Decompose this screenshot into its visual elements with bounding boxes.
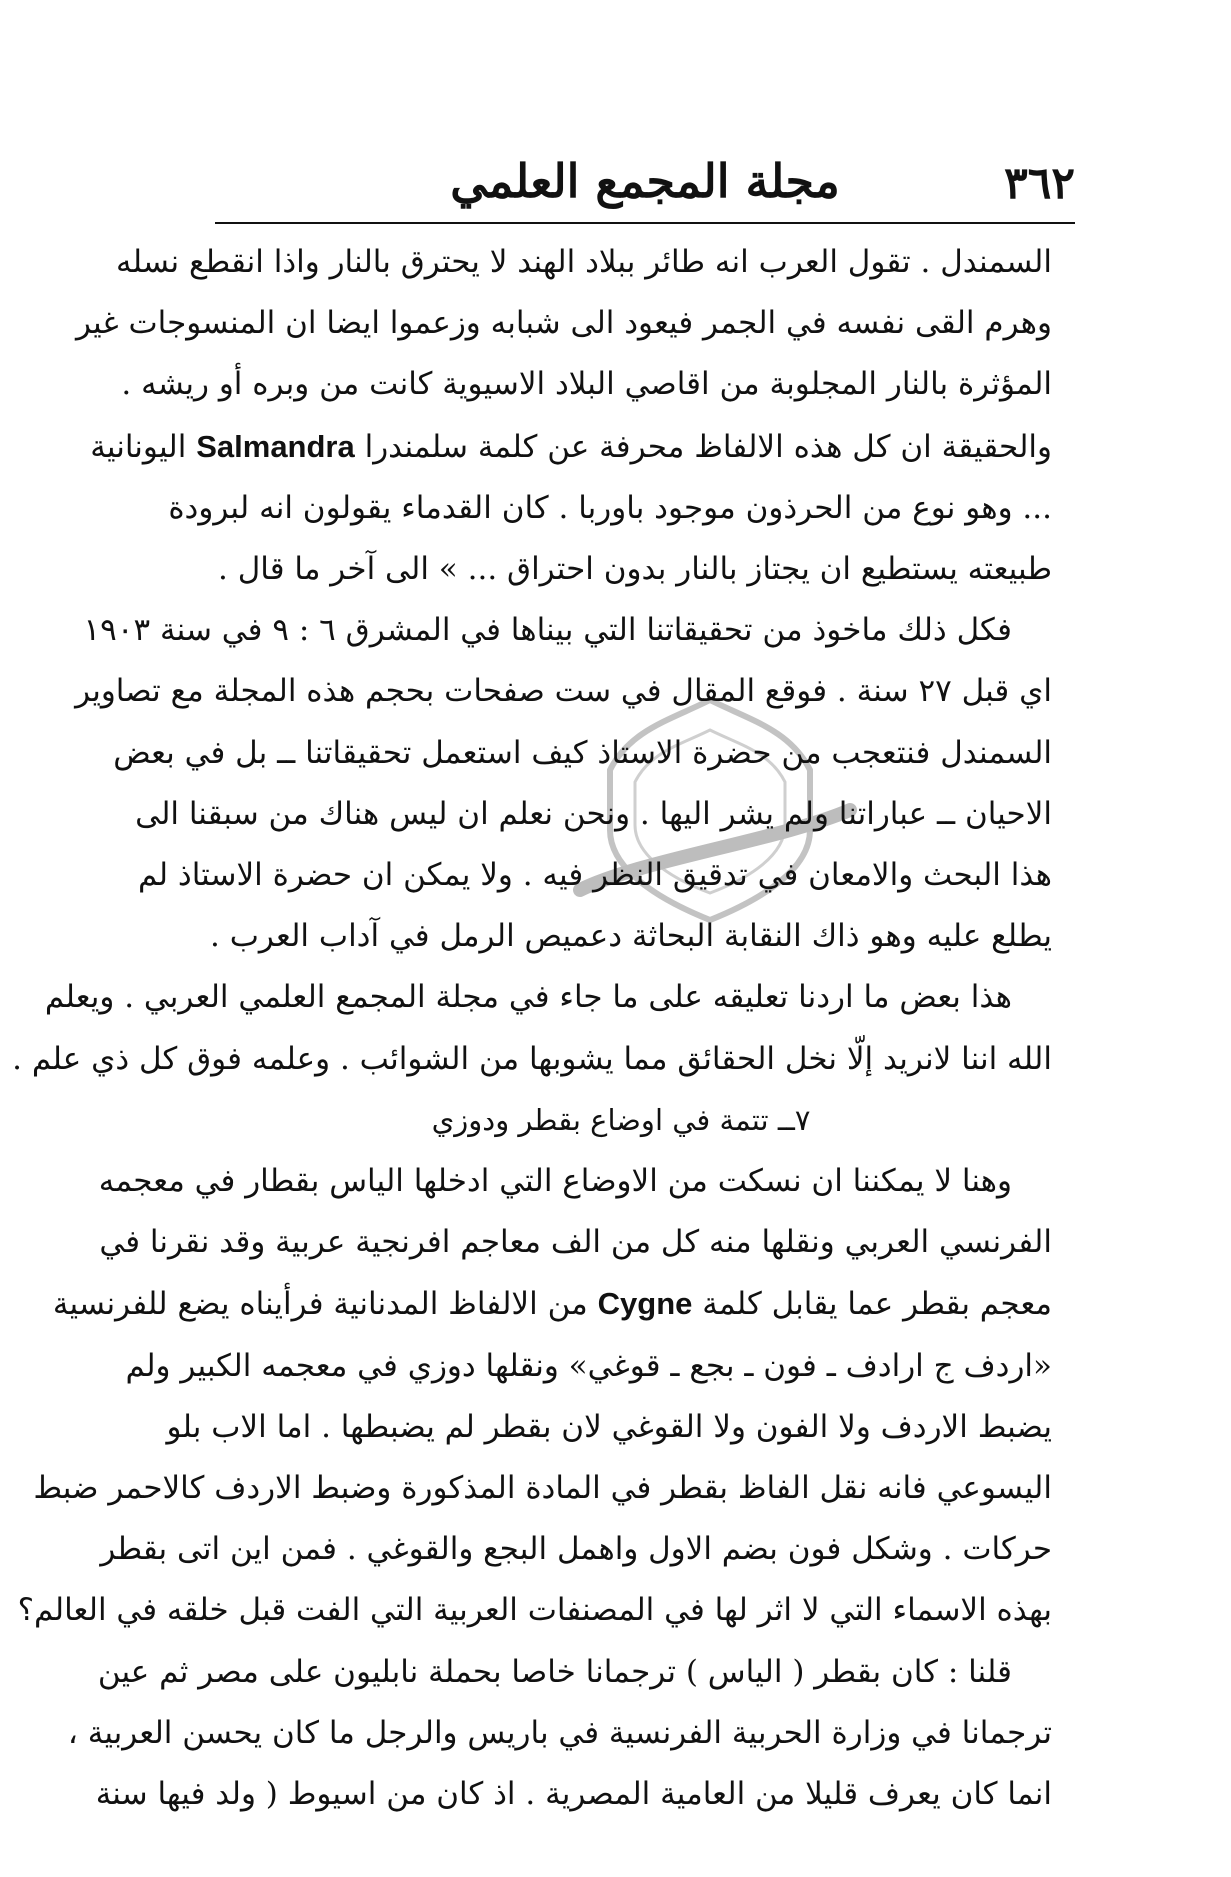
text-line: حركات . وشكل فون بضم الاول واهمل البجع والقوغي . فمن اين اتى بقطر	[100, 1531, 1052, 1568]
text-segment: من الالفاظ المدنانية فرأيناه يضع للفرنسية	[52, 1286, 588, 1323]
text-line: يضبط الاردف ولا الفون ولا القوغي لان بقطر لم يضبطها . اما الاب بلو	[166, 1408, 1052, 1445]
text-segment: معجم بقطر عما يقابل كلمة	[702, 1286, 1052, 1323]
text-line: اليسوعي فانه نقل الفاظ بقطر في المادة المذكورة وضبط الاردف كالاحمر ضبط	[33, 1470, 1052, 1507]
section-heading	[190, 1090, 1052, 1151]
text-line: «اردف ج ارادف ـ فون ـ بجع ـ قوغي» ونقلها دوزي في معجمه الكبير ولم	[125, 1347, 1052, 1384]
text-line: يطلع عليه وهو ذاك النقابة البحاثة دعميص الرمل في آداب العرب .	[210, 918, 1052, 955]
article-body	[12, 232, 1052, 1825]
text-line: وهنا لا يمكننا ان نسكت من الاوضاع التي ادخلها الياس بقطار في معجمه	[98, 1163, 1012, 1200]
page-header	[215, 150, 1075, 220]
paragraph-1	[75, 232, 1052, 600]
text-line: بهذه الاسماء التي لا اثر لها في المصنفات العربية التي الفت قبل خلقه في العالم؟	[17, 1592, 1052, 1629]
text-line	[52, 1273, 1052, 1335]
text-line: هذا البحث والامعان في تدقيق النظر فيه . ولا يمكن ان حضرة الاستاذ لم	[137, 857, 1052, 894]
paragraph-5	[67, 1642, 1052, 1826]
section-heading-text: ٧ــ تتمة في اوضاع بقطر ودوزي	[431, 1102, 811, 1137]
text-line: ... وهو نوع من الحرذون موجود باوربا . كان القدماء يقولون انه لبرودة	[168, 489, 1052, 526]
text-line: السمندل فنتعجب من حضرة الاستاذ كيف استعمل تحقيقاتنا ــ بل في بعض	[113, 734, 1052, 771]
text-line: هذا بعض ما اردنا تعليقه على ما جاء في مجلة المجمع العلمي العربي . ويعلم	[44, 979, 1012, 1016]
paragraph-2	[75, 600, 1052, 967]
text-line: الاحيان ــ عباراتنا ولم يشر اليها . ونحن نعلم ان ليس هناك من سبقنا الى	[135, 795, 1052, 832]
text-line: فكل ذلك ماخوذ من تحقيقاتنا التي بيناها في المشرق ٦ : ٩ في سنة ١٩٠٣	[83, 612, 1012, 649]
text-line: قلنا : كان بقطر ( الياس ) ترجمانا خاصا بحملة نابليون على مصر ثم عين	[97, 1653, 1012, 1690]
text-segment: والحقيقة ان كل هذه الالفاظ محرفة عن كلمة سلمندرا	[364, 428, 1052, 465]
paragraph-3	[12, 967, 1052, 1089]
text-line: وهرم القى نفسه في الجمر فيعود الى شبابه وزعموا ايضا ان المنسوجات غير	[75, 305, 1052, 342]
text-segment: اليونانية	[90, 428, 187, 465]
text-line: الفرنسي العربي ونقلها منه كل من الف معاجم افرنجية عربية وقد نقرنا في	[99, 1224, 1052, 1261]
text-line	[90, 416, 1052, 478]
page-number: ٣٦٢	[1004, 158, 1075, 209]
journal-title: مجلة المجمع العلمي	[450, 154, 840, 208]
text-line: انما كان يعرف قليلا من العامية المصرية . اذ كان من اسيوط ( ولد فيها سنة	[95, 1776, 1052, 1813]
header-divider	[215, 222, 1075, 224]
text-line: المؤثرة بالنار المجلوبة من اقاصي البلاد الاسيوية كانت من وبره أو ريشه .	[121, 366, 1052, 403]
paragraph-4	[17, 1151, 1052, 1642]
text-line: الله اننا لانريد إلّا نخل الحقائق مما يشوبها من الشوائب . وعلمه فوق كل ذي علم .	[12, 1040, 1052, 1077]
latin-term: Salmandra	[196, 428, 355, 464]
text-line: السمندل . تقول العرب انه طائر ببلاد الهند لا يحترق بالنار واذا انقطع نسله	[116, 244, 1052, 280]
text-line: طبيعته يستطيع ان يجتاز بالنار بدون احتراق ... » الى آخر ما قال .	[218, 551, 1052, 588]
latin-term: Cygne	[597, 1286, 693, 1322]
text-line: اي قبل ٢٧ سنة . فوقع المقال في ست صفحات بحجم هذه المجلة مع تصاوير	[75, 673, 1052, 710]
text-line: ترجمانا في وزارة الحربية الفرنسية في باريس والرجل ما كان يحسن العربية ،	[67, 1714, 1052, 1751]
